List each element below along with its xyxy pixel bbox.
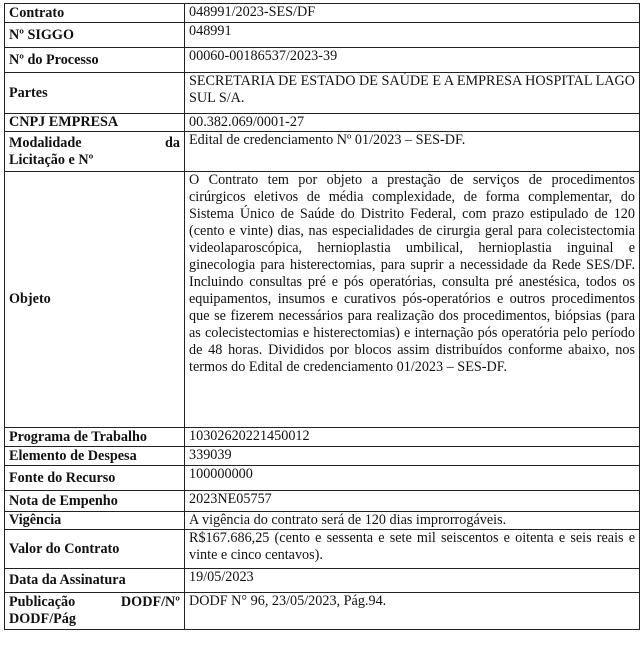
value-vigencia: A vigência do contrato será de 120 dias improrrogáveis. — [185, 512, 640, 530]
label-publicacao-line1 — [9, 594, 180, 611]
row-empenho — [5, 491, 640, 512]
row-assinatura — [5, 569, 640, 593]
value-modalidade: Edital de credenciamento Nº 01/2023 – SES-DF. — [185, 132, 640, 172]
label-partes: Partes — [5, 73, 185, 114]
value-assinatura: 19/05/2023 — [185, 569, 640, 593]
label-modalidade-word2: da — [165, 134, 180, 151]
value-siggo: 048991 — [185, 23, 640, 48]
label-processo: Nº do Processo — [5, 48, 185, 73]
label-assinatura: Data da Assinatura — [5, 569, 185, 593]
label-fonte: Fonte do Recurso — [5, 466, 185, 491]
value-contrato: 048991/2023-SES/DF — [185, 4, 640, 23]
value-cnpj: 00.382.069/0001-27 — [185, 114, 640, 132]
value-valor: R$167.686,25 (cento e sessenta e sete mil seiscentos e oitenta e seis reais e vinte e cinco centavos). — [185, 530, 640, 569]
value-partes: SECRETARIA DE ESTADO DE SAÚDE E A EMPRESA HOSPITAL LAGO SUL S/A. — [185, 73, 640, 114]
label-vigencia: Vigência — [5, 512, 185, 530]
label-valor: Valor do Contrato — [5, 530, 185, 569]
row-elemento — [5, 447, 640, 466]
value-publicacao: DODF N° 96, 23/05/2023, Pág.94. — [185, 593, 640, 630]
label-publicacao-line2: DODF/Pág — [9, 611, 76, 627]
label-publicacao-word1: Publicação — [9, 594, 76, 610]
row-processo — [5, 48, 640, 73]
label-modalidade-word1: Modalidade — [9, 134, 82, 151]
label-publicacao-word2: DODF/Nº — [120, 594, 180, 610]
row-modalidade — [5, 132, 640, 172]
row-programa — [5, 428, 640, 447]
value-empenho: 2023NE05757 — [185, 491, 640, 512]
label-publicacao — [5, 593, 185, 630]
value-programa: 10302620221450012 — [185, 428, 640, 447]
label-cnpj: CNPJ EMPRESA — [5, 114, 185, 132]
label-modalidade-line2: Licitação e Nº — [9, 151, 94, 168]
row-fonte — [5, 466, 640, 491]
label-siggo: Nº SIGGO — [5, 23, 185, 48]
value-fonte: 100000000 — [185, 466, 640, 491]
value-processo: 00060-00186537/2023-39 — [185, 48, 640, 73]
value-elemento: 339039 — [185, 447, 640, 466]
label-modalidade — [5, 132, 185, 172]
contract-summary-table — [4, 3, 640, 630]
row-cnpj — [5, 114, 640, 132]
label-objeto: Objeto — [5, 172, 185, 428]
row-publicacao — [5, 593, 640, 630]
row-vigencia — [5, 512, 640, 530]
label-modalidade-line1 — [9, 135, 180, 152]
row-objeto — [5, 172, 640, 428]
row-partes — [5, 73, 640, 114]
row-siggo — [5, 23, 640, 48]
value-objeto: O Contrato tem por objeto a prestação de serviços de procedimentos cirúrgicos eletivos de média complexidade, de forma complementar, do Sistema Único de Saúde do Distrito Federal, com prazo estipulado de 120 (cento e vinte) dias, nas especialidades de cirurgia geral para colecistectomia videolaparoscópica, hernioplastia umbilical, hernioplastia inguinal e ginecologia para histerectomias, para suprir a necessidade da Rede SES/DF. Incluindo consultas pré e pós operatórias, consulta pré anestésica, todos os equipamentos, insumos e curativos pós-operatórios e outros procedimentos que se fizerem necessários para realização dos procedimentos, biópsias (para as colecistectomias e histerectomias) e internação pós operatória pelo período de 48 horas. Divididos por blocos assim distribuídos conforme abaixo, nos termos do Edital de credenciamento 01/2023 – SES-DF. — [185, 172, 640, 428]
label-programa: Programa de Trabalho — [5, 428, 185, 447]
label-empenho: Nota de Empenho — [5, 491, 185, 512]
row-valor — [5, 530, 640, 569]
label-contrato: Contrato — [5, 4, 185, 23]
label-elemento: Elemento de Despesa — [5, 447, 185, 466]
row-contrato — [5, 4, 640, 23]
